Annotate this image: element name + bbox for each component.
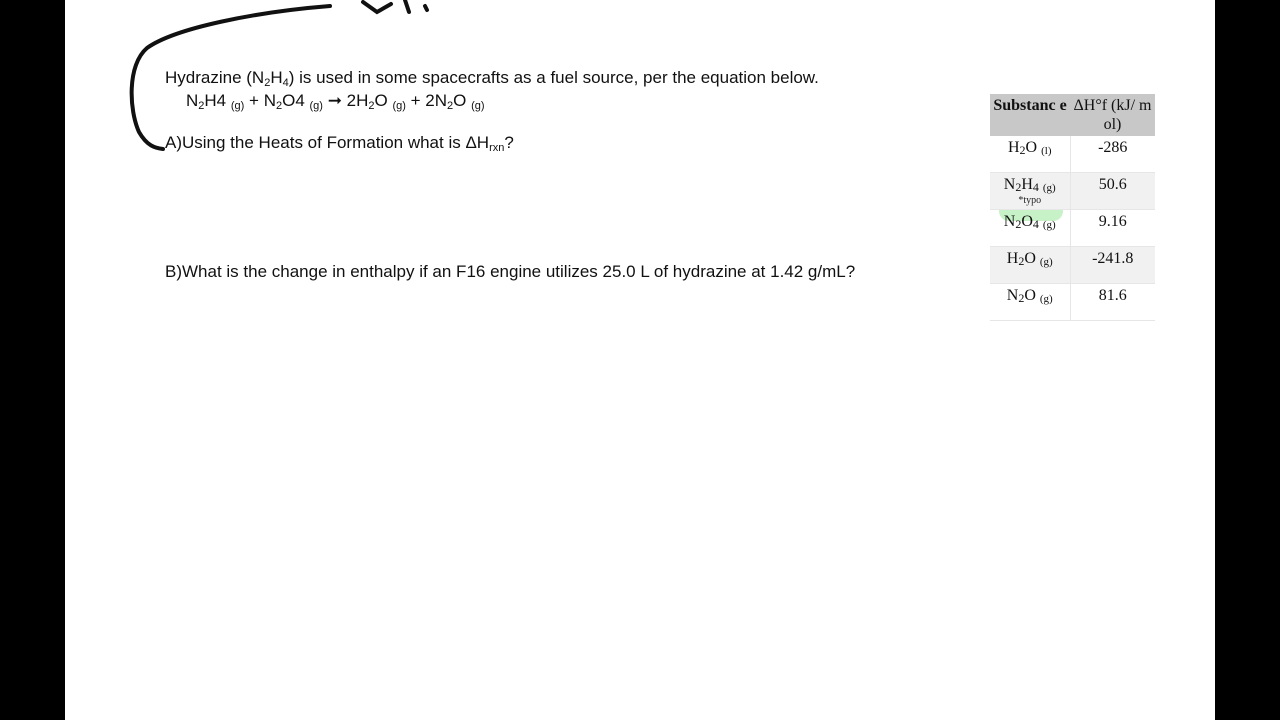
reaction-equation bbox=[186, 91, 485, 111]
formula: H2O bbox=[1006, 250, 1036, 268]
subscript: 2 bbox=[368, 100, 375, 112]
typo-note: *typo bbox=[1018, 195, 1042, 206]
state-label: (g) bbox=[230, 100, 245, 112]
substance-cell bbox=[990, 173, 1070, 210]
equation-part: + 2N bbox=[405, 91, 448, 110]
state-label: (g) bbox=[1042, 219, 1056, 231]
substance-cell bbox=[990, 136, 1070, 173]
state-label: (g) bbox=[1039, 293, 1053, 305]
table-row bbox=[990, 284, 1155, 321]
subscript: 2 bbox=[447, 100, 454, 112]
formula: N2H4 bbox=[1003, 176, 1039, 194]
intro-part: Hydrazine (N bbox=[165, 68, 265, 87]
value-cell: 50.6 bbox=[1070, 173, 1155, 210]
value-cell: 9.16 bbox=[1070, 210, 1155, 247]
state-label: (g) bbox=[309, 100, 323, 112]
equation-part: + N bbox=[244, 91, 276, 110]
equation-part: O bbox=[453, 91, 472, 110]
header-substance: Substanc e bbox=[990, 94, 1070, 136]
document-page bbox=[65, 0, 1215, 720]
state-label: (g) bbox=[1039, 256, 1053, 268]
question-a-suffix: ? bbox=[504, 133, 514, 152]
formula: N2O bbox=[1006, 287, 1036, 305]
subscript: rxn bbox=[489, 142, 505, 154]
equation-part: O bbox=[374, 91, 393, 110]
equation-part: N bbox=[186, 91, 199, 110]
question-a bbox=[165, 133, 514, 153]
substance-cell bbox=[990, 247, 1070, 284]
equation-part: O4 bbox=[282, 91, 310, 110]
table-row bbox=[990, 210, 1155, 247]
table-row bbox=[990, 173, 1155, 210]
intro-part: ) is used in some spacecrafts as a fuel source, per the equation below. bbox=[288, 68, 819, 87]
substance-cell bbox=[990, 210, 1070, 247]
table-row bbox=[990, 247, 1155, 284]
intro-part: H bbox=[270, 68, 283, 87]
state-label: (g) bbox=[471, 100, 485, 112]
header-dhf: ΔH°f (kJ/ mol) bbox=[1070, 94, 1155, 136]
question-a-text: A)Using the Heats of Formation what is ΔH bbox=[165, 133, 490, 152]
subscript: 2 bbox=[264, 77, 271, 89]
equation-part: 2H bbox=[346, 91, 369, 110]
table-row bbox=[990, 136, 1155, 173]
question-b bbox=[165, 262, 855, 282]
question-b-text: B)What is the change in enthalpy if an F16 engine utilizes 25.0 L of hydrazine at 1.42 g/mL? bbox=[165, 262, 856, 281]
heats-of-formation-table bbox=[990, 94, 1155, 321]
formula: H2O bbox=[1007, 139, 1038, 157]
value-cell: -286 bbox=[1070, 136, 1155, 173]
state-label: (l) bbox=[1041, 145, 1052, 157]
intro-text bbox=[165, 68, 819, 88]
subscript: 2 bbox=[275, 100, 283, 112]
handwritten-mark bbox=[363, 0, 427, 12]
subscript: 4 bbox=[282, 77, 289, 89]
table-header-row bbox=[990, 94, 1155, 136]
value-cell: -241.8 bbox=[1070, 247, 1155, 284]
subscript: 2 bbox=[198, 100, 205, 112]
value-cell: 81.6 bbox=[1070, 284, 1155, 321]
state-label: (g) bbox=[1042, 182, 1056, 194]
state-label: (g) bbox=[392, 100, 406, 112]
substance-cell bbox=[990, 284, 1070, 321]
reaction-arrow-icon: ➞ bbox=[322, 91, 347, 110]
formula: N2O4 bbox=[1003, 213, 1039, 231]
equation-part: H4 bbox=[204, 91, 231, 110]
